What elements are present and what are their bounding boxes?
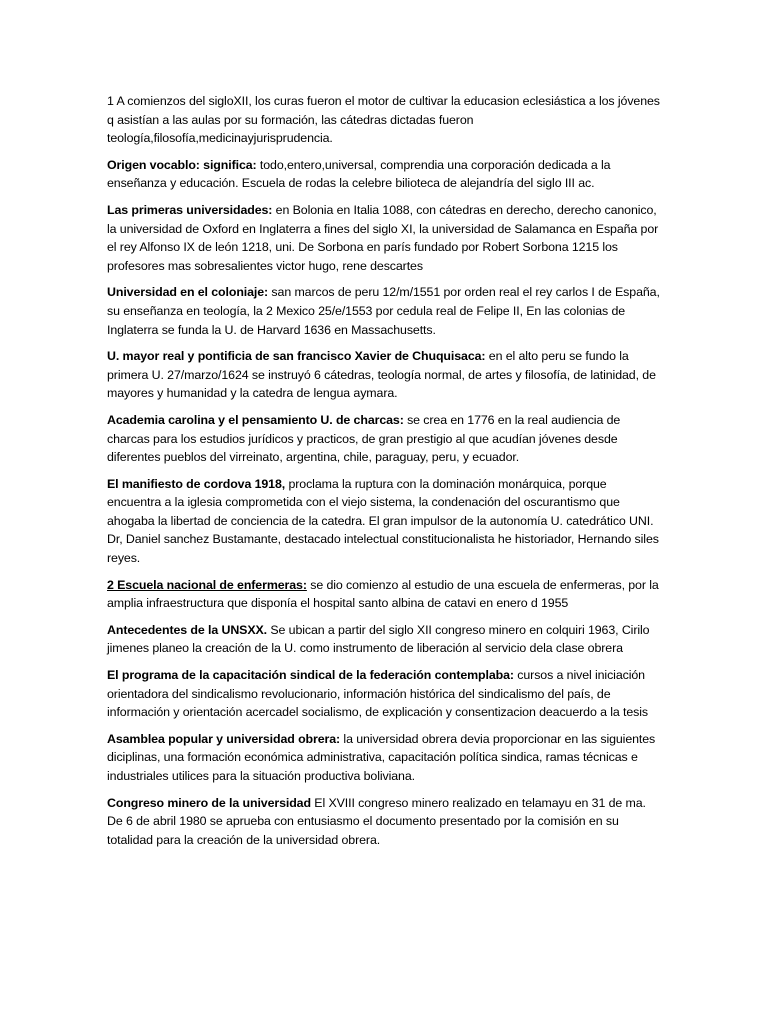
paragraph-heading: Antecedentes de la UNSXX. — [107, 622, 268, 637]
paragraph-asamblea-popular — [107, 730, 663, 786]
paragraph-escuela-enfermeras — [107, 576, 663, 613]
paragraph-body: se crea en 1776 en la real audiencia de charcas para los estudios jurídicos y practicos, de gran prestigio al que acudían jóvenes desde diferentes pueblos del virreinato, argentina, chile, paraguay, peru, y ecuador. — [107, 412, 621, 465]
paragraph-heading: Congreso minero de la universidad — [107, 795, 311, 810]
paragraph-heading: Universidad en el coloniaje: — [107, 285, 269, 300]
paragraph-body: san marcos de peru 12/m/1551 por orden real el rey carlos I de España, su enseñanza en teología, la 2 Mexico 25/e/1553 por cedula real de Felipe II, En las colonias de Inglaterra se funda la U. de Harvard 1636 en Massachusetts. — [107, 285, 660, 337]
paragraph-body: El XVIII congreso minero realizado en telamayu en 31 de ma. De 6 de abril 1980 se aprueba con entusiasmo el documento presentado por la comisión en su totalidad para la creación de la universidad obrera. — [107, 795, 646, 847]
paragraph-heading: Origen vocablo: significa: — [107, 157, 257, 172]
paragraph-congreso-minero — [107, 794, 663, 850]
paragraph-coloniaje — [107, 283, 663, 339]
paragraph-body: proclama la ruptura con la dominación monárquica, porque encuentra a la iglesia comprometida con el viejo sistema, la condenación del oscurantismo que ahogaba la libertad de conciencia de la catedra. El gran impulsor de la autonomía U. catedrático UNI. Dr, Daniel sanchez Bustamante, destacado intelectual constitucionalista he historiador, Hernando siles reyes. — [107, 476, 659, 566]
paragraph-manifiesto-cordova — [107, 475, 663, 568]
paragraph-heading: U. mayor real y pontificia de san francisco Xavier de Chuquisaca: — [107, 349, 486, 364]
paragraph-body: en Bolonia en Italia 1088, con cátedras en derecho, derecho canonico, la universidad de Oxford en Inglaterra a fines del siglo XI, la universidad de Salamanca en España por el rey Alfonso IX de león 1218, uni. De Sorbona en parís fundado por Robert Sorbona 1215 los profesores mas sobresalientes victor hugo, rene descartes — [107, 202, 659, 273]
paragraph-body: la universidad obrera devia proporcionar en las siguientes diciplinas, una formación económica administrativa, capacitación política sindica, ramas técnicas e industriales utilices para la situación productiva boliviana. — [107, 731, 656, 783]
paragraph-heading: Las primeras universidades: — [107, 202, 273, 217]
paragraph-origen-vocablo — [107, 156, 663, 193]
paragraph-heading: Asamblea popular y universidad obrera: — [107, 731, 341, 746]
paragraph-body: se dio comienzo al estudio de una escuela de enfermeras, por la amplia infraestructura que disponía el hospital santo albina de catavi en enero d 1955 — [107, 577, 659, 611]
paragraph-body: 1 A comienzos del sigloXII, los curas fueron el motor de cultivar la educasion eclesiástica a los jóvenes q asistían a las aulas por su formación, las cátedras dictadas fueron teología,filosofía,medicinayjurisprudencia. — [107, 94, 660, 146]
paragraph-academia-carolina — [107, 411, 663, 467]
document-page — [107, 92, 663, 857]
paragraph-primeras-universidades — [107, 201, 663, 275]
paragraph-heading: El manifiesto de cordova 1918, — [107, 476, 286, 491]
paragraph-intro — [107, 92, 663, 148]
paragraph-heading: 2 Escuela nacional de enfermeras: — [107, 577, 307, 592]
paragraph-body: en el alto peru se fundo la primera U. 27/marzo/1624 se instruyó 6 cátedras, teología normal, de artes y filosofía, de latinidad, de mayores y humanidad y la catedra de lengua aymara. — [107, 349, 656, 401]
paragraph-antecedentes-unsxx — [107, 621, 663, 658]
paragraph-heading: Academia carolina y el pensamiento U. de charcas: — [107, 412, 404, 427]
paragraph-body: cursos a nivel iniciación orientadora del sindicalismo revolucionario, información histórica del sindicalismo del país, de información y orientación acercadel socialismo, de explicación y consentizacion deacuerdo a la tesis — [107, 668, 648, 720]
paragraph-programa-capacitacion — [107, 666, 663, 722]
paragraph-body: todo,entero,universal, comprendia una corporación dedicada a la enseñanza y educación. Escuela de rodas la celebre bilioteca de alejandría del siglo III ac. — [107, 157, 611, 191]
paragraph-heading: El programa de la capacitación sindical de la federación contemplaba: — [107, 668, 514, 683]
paragraph-body: Se ubican a partir del siglo XII congreso minero en colquiri 1963, Cirilo jimenes planeo la creación de la U. como instrumento de liberación al servicio dela clase obrera — [107, 622, 650, 656]
paragraph-chuquisaca — [107, 347, 663, 403]
